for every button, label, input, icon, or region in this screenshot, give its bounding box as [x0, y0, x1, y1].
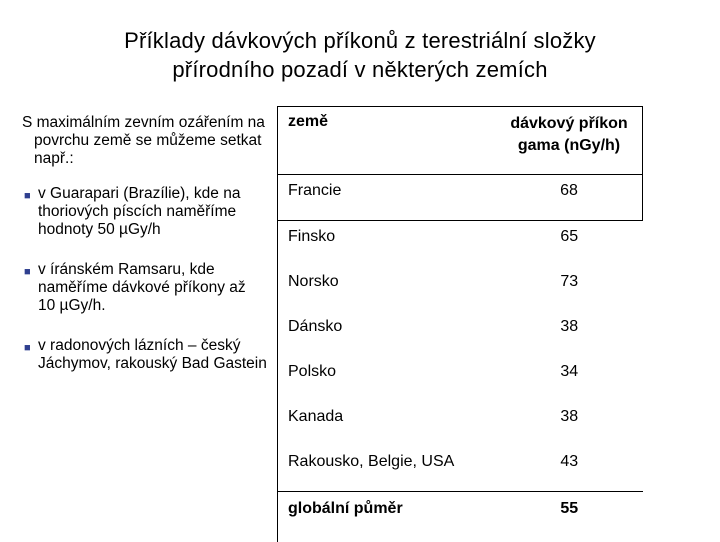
value-cell: 43 [496, 446, 643, 492]
value-cell: 38 [496, 401, 643, 446]
slide-title [60, 26, 660, 84]
table-row [278, 311, 643, 356]
value-cell: 38 [496, 311, 643, 356]
header-dose-rate-line1: dávkový příkon [496, 113, 642, 135]
country-cell: Norsko [278, 266, 497, 311]
bullet-item-ramsar [22, 261, 267, 315]
country-cell: Rakousko, Belgie, USA [278, 446, 497, 492]
table-row [278, 401, 643, 446]
country-cell: Dánsko [278, 311, 497, 356]
dose-rate-table [277, 106, 643, 542]
table-row [278, 266, 643, 311]
bullet-text: v íránském Ramsaru, kde naměříme dávkové příkony až 10 µGy/h. [38, 261, 267, 315]
square-bullet-icon: ■ [24, 263, 31, 281]
header-country: země [278, 107, 497, 175]
slide-title-line2: přírodního pozadí v některých zemích [60, 55, 660, 84]
value-cell: 68 [496, 175, 643, 221]
bullet-text: v radonových lázních – český Jáchymov, rakouský Bad Gastein [38, 337, 267, 373]
slide-title-line1: Příklady dávkových příkonů z terestriální složky [60, 26, 660, 55]
table-header-row [278, 107, 643, 175]
square-bullet-icon: ■ [24, 339, 31, 357]
table-row [278, 356, 643, 401]
left-text-column [22, 114, 267, 395]
table-row [278, 446, 643, 492]
header-dose-rate [496, 107, 643, 175]
country-cell: Polsko [278, 356, 497, 401]
bullet-item-radon-spas [22, 337, 267, 373]
header-dose-rate-line2: gama (nGy/h) [496, 135, 642, 157]
country-cell: Francie [278, 175, 497, 221]
value-cell: 73 [496, 266, 643, 311]
country-cell: Kanada [278, 401, 497, 446]
table-row-global-average [278, 492, 643, 542]
value-cell: 34 [496, 356, 643, 401]
bullet-text: v Guarapari (Brazílie), kde na thoriových píscích naměříme hodnoty 50 µGy/h [38, 185, 267, 239]
bullet-item-guarapari [22, 185, 267, 239]
value-cell: 65 [496, 221, 643, 267]
country-cell: globální půměr [278, 492, 497, 542]
square-bullet-icon: ■ [24, 187, 31, 205]
table-row [278, 221, 643, 267]
table-row [278, 175, 643, 221]
country-cell: Finsko [278, 221, 497, 267]
value-cell: 55 [496, 492, 643, 542]
intro-paragraph: S maximálním zevním ozářením na povrchu země se můžeme setkat např.: [22, 114, 267, 168]
